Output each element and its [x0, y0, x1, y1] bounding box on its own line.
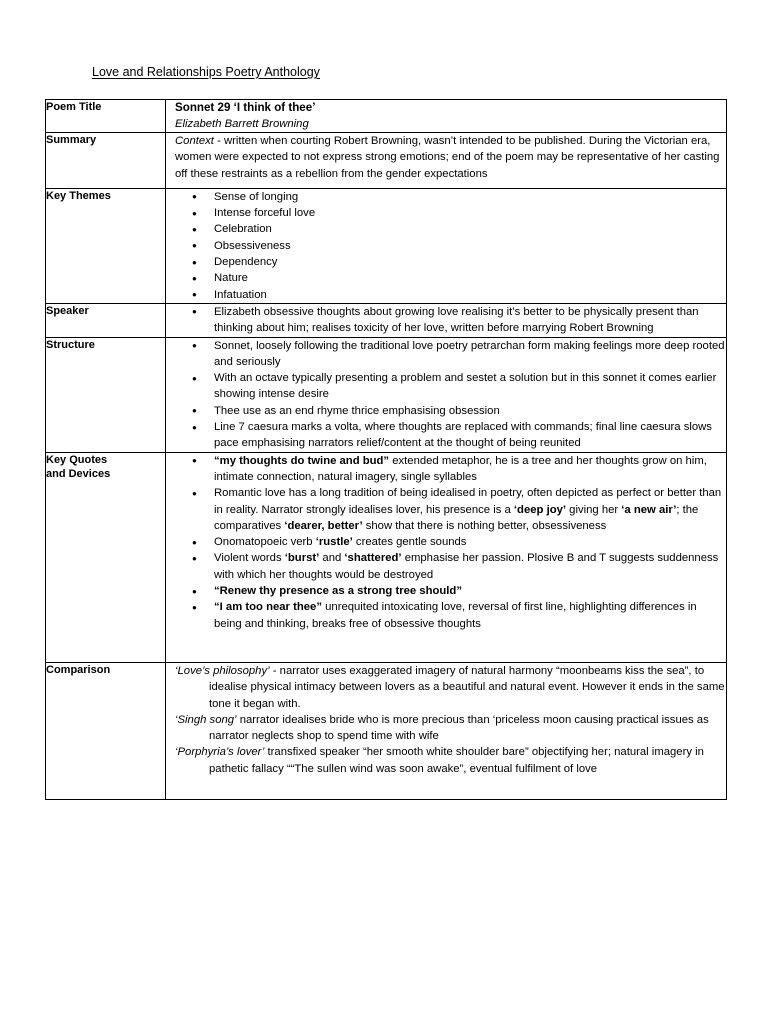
summary-paragraph: [175, 133, 726, 182]
structure-list: [166, 338, 726, 452]
row-label-key-themes: Key Themes: [46, 188, 166, 303]
row-label-speaker: Speaker: [46, 303, 166, 337]
speaker-list: [166, 304, 726, 337]
comparison-text: transfixed speaker “her smooth white shoulder bare” objectifying her; natural imagery in pathetic fallacy ““The sullen wind was soon awake”, eventual fulfilment of love: [209, 746, 704, 775]
key-theme-item: ● Dependency: [192, 254, 726, 270]
poem-author: Elizabeth Barrett Browning: [175, 118, 309, 130]
quote-text: ‘shattered’: [344, 552, 402, 565]
key-quote-item: [192, 550, 726, 583]
row-label-poem-title: Poem Title: [46, 100, 166, 133]
key-quote-item: [192, 453, 726, 486]
quote-commentary: emphasise her passion. Plosive B and T suggests suddenness with which her thoughts would be destroyed: [214, 552, 719, 581]
structure-item: ● Thee use as an end rhyme thrice emphasising obsession: [192, 403, 726, 419]
quote-commentary: Onomatopoeic verb: [214, 536, 316, 549]
key-quote-item: [192, 599, 726, 632]
comparison-entry: [175, 663, 726, 712]
key-theme-item: ● Sense of longing: [192, 189, 726, 205]
row-content-key-themes: [166, 188, 727, 303]
key-quote-item: [192, 583, 726, 599]
structure-item: ● Line 7 caesura marks a volta, where thoughts are replaced with commands; final line caesura slows pace emphasising narrators relief/content at the thought of being reunited: [192, 419, 726, 452]
key-quote-item: [192, 485, 726, 534]
quote-text: ‘a new air’: [621, 503, 677, 516]
row-content-comparison: [166, 662, 727, 799]
summary-context-label: Context: [175, 135, 214, 147]
row-content-speaker: [166, 303, 727, 337]
key-quote-item: [192, 534, 726, 550]
quote-commentary: extended metaphor, he is a tree and her thoughts grow on him, intimate connection, natural imagery, single syllables: [214, 454, 707, 483]
comparison-text: - narrator uses exaggerated imagery of natural harmony “moonbeams kiss the sea”, to idealise physical intimacy between lovers as a beautiful and natural event. However it ends in the same tone it began with.: [209, 664, 725, 710]
row-content-summary: [166, 133, 727, 189]
key-theme-item: ● Infatuation: [192, 287, 726, 303]
table-row-structure: [46, 337, 727, 452]
comparison-poem-title: ‘Love’s philosophy’: [175, 664, 270, 677]
quote-commentary: and: [319, 552, 345, 565]
quote-text: ‘deep joy’: [513, 503, 567, 516]
quote-commentary: show that there is nothing better, obsessiveness: [362, 519, 607, 532]
row-label-structure: Structure: [46, 337, 166, 452]
poem-name: Sonnet 29 ‘I think of thee’: [175, 101, 316, 114]
table-row-poem-title: [46, 100, 727, 133]
page-title: Love and Relationships Poetry Anthology: [92, 65, 320, 79]
quote-commentary: Romantic love has a long tradition of being idealised in poetry, often depicted as perfect or better than in reality. Narrator strongly idealises lover, his presence is a: [214, 487, 722, 516]
speaker-item: ● Elizabeth obsessive thoughts about growing love realising it’s better to be physically present than thinking about him; realises toxicity of her love, written before marrying Robert Browning: [192, 304, 726, 337]
row-content-key-quotes: [166, 452, 727, 662]
quote-commentary: creates gentle sounds: [352, 536, 467, 549]
comparison-entry: [175, 712, 726, 745]
row-content-poem-title: [166, 100, 727, 133]
table-row-comparison: [46, 662, 727, 799]
key-theme-item: ● Intense forceful love: [192, 205, 726, 221]
table-row-summary: [46, 133, 727, 189]
key-theme-item: ● Celebration: [192, 221, 726, 237]
quote-commentary: Violent words: [214, 552, 285, 565]
quote-text: “I am too near thee”: [214, 601, 322, 614]
key-quotes-list: [166, 453, 726, 632]
structure-item: ● Sonnet, loosely following the traditional love poetry petrarchan form making feelings more deep rooted and seriously: [192, 338, 726, 371]
quote-commentary: unrequited intoxicating love, reversal of first line, highlighting differences in being and thinking, breaks free of obsessive thoughts: [214, 601, 697, 630]
comparison-text: narrator idealises bride who is more precious than ‘priceless moon causing practical issues as narrator neglects shop to spend time with wife: [209, 713, 709, 743]
poetry-anthology-table: [45, 99, 727, 800]
quote-text: “my thoughts do twine and bud”: [214, 454, 390, 467]
key-themes-list: [166, 189, 726, 303]
quote-commentary: ; the comparatives: [214, 503, 699, 532]
quote-commentary: giving her: [566, 503, 622, 516]
quote-text: ‘rustle’: [315, 536, 353, 549]
row-label-key-quotes: [46, 452, 166, 662]
comparison-entry: [175, 744, 726, 777]
key-theme-item: ● Nature: [192, 270, 726, 286]
quote-text: “Renew thy presence as a strong tree should”: [214, 585, 462, 598]
table-row-speaker: [46, 303, 727, 337]
summary-body: - written when courting Robert Browning, wasn’t intended to be published. During the Victorian era, women were expected to not express strong emotions; end of the poem may be representative of her casting off these restraints as a rebellion from the gender expectations: [175, 135, 720, 180]
key-quotes-label-line1: Key Quotes: [46, 453, 108, 466]
comparison-poem-title: ‘Porphyria’s lover’: [175, 746, 265, 759]
comparison-entries: [166, 663, 726, 777]
row-label-summary: Summary: [46, 133, 166, 189]
row-content-structure: [166, 337, 727, 452]
row-label-comparison: Comparison: [46, 662, 166, 799]
key-theme-item: ● Obsessiveness: [192, 238, 726, 254]
comparison-poem-title: ‘Singh song’: [175, 713, 237, 726]
key-quotes-label-line2: and Devices: [46, 468, 111, 481]
quote-text: ‘burst’: [284, 552, 320, 565]
table-row-key-quotes: [46, 452, 727, 662]
structure-item: ● With an octave typically presenting a problem and sestet a solution but in this sonnet it comes earlier showing intense desire: [192, 370, 726, 403]
table-row-key-themes: [46, 188, 727, 303]
quote-text: ‘dearer, better’: [284, 519, 363, 532]
